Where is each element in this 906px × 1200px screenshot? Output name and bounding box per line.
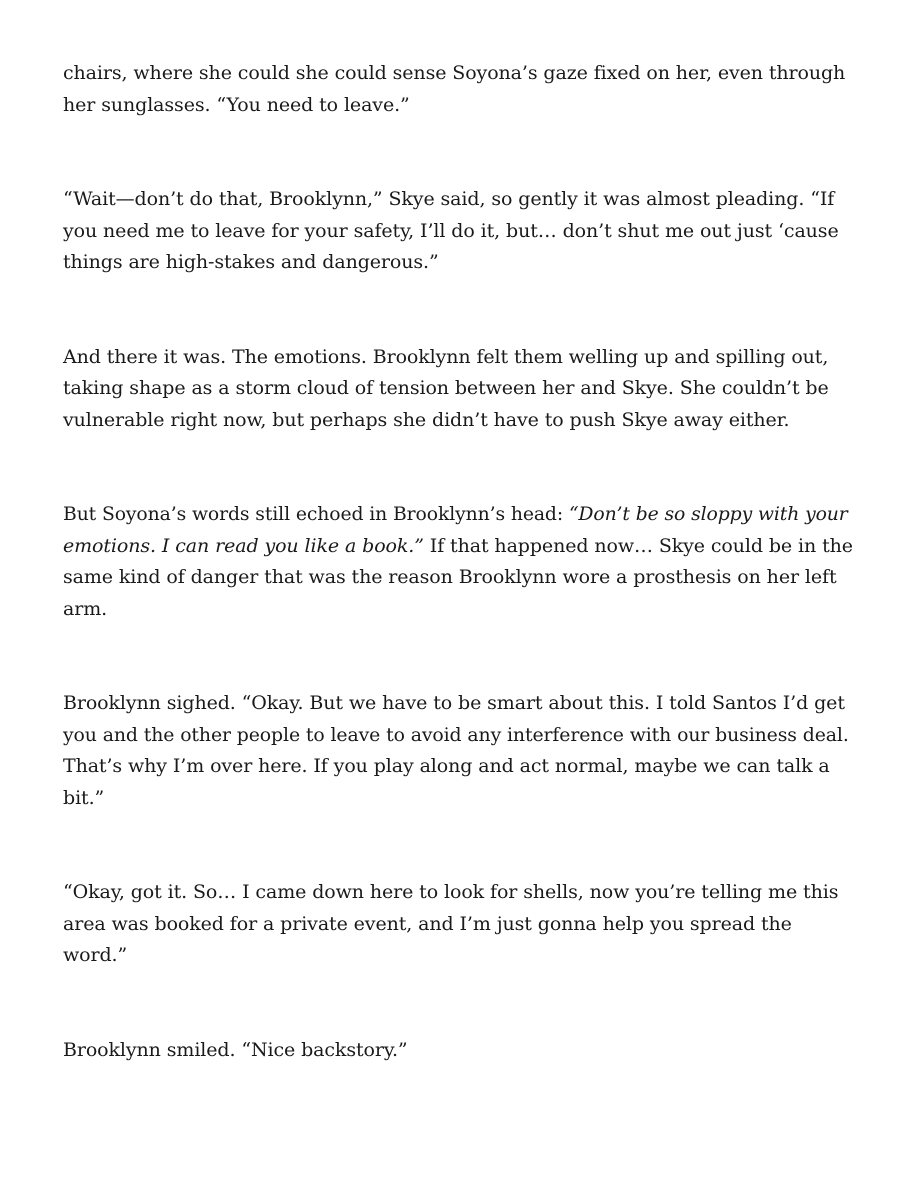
italic-quote: “Don’t be so sloppy with your [568, 504, 848, 525]
text-line [63, 499, 853, 531]
text-line: Brooklynn sighed. “Okay. But we have to be smart about this. I told Santos I’d get [63, 692, 845, 714]
paragraph-2 [63, 184, 853, 279]
text-line: And there it was. The emotions. Brooklynn felt them welling up and spilling out, [63, 345, 829, 368]
paragraph-1 [63, 58, 853, 121]
document-page [63, 58, 853, 1129]
text-line: That’s why I’m over here. If you play along and act normal, maybe we can talk a [63, 755, 830, 777]
text-line: arm. [63, 597, 108, 620]
paragraph-3 [63, 342, 853, 437]
text-line [63, 531, 853, 563]
text-line: you and the other people to leave to avoid any interference with our business deal. [63, 724, 849, 746]
paragraph-6 [63, 877, 853, 972]
text-line: her sunglasses. “You need to leave.” [63, 93, 410, 116]
paragraph-5 [63, 688, 853, 814]
text-segment: If that happened now… Skye could be in the [423, 534, 853, 557]
text-line: bit.” [63, 786, 105, 809]
text-line: word.” [63, 944, 128, 966]
paragraph-4 [63, 499, 853, 625]
text-line: vulnerable right now, but perhaps she didn’t have to push Skye away either. [63, 408, 790, 431]
text-line: things are high-stakes and dangerous.” [63, 251, 439, 273]
paragraph-7 [63, 1035, 853, 1067]
text-line: Brooklynn smiled. “Nice backstory.” [63, 1038, 408, 1061]
text-line: same kind of danger that was the reason Brooklynn wore a prosthesis on her left [63, 566, 837, 588]
text-segment: But Soyona’s words still echoed in Brooklynn’s head: [63, 504, 569, 525]
text-line: “Okay, got it. So… I came down here to look for shells, now you’re telling me this [63, 881, 839, 903]
italic-quote: emotions. I can read you like a book.” [63, 534, 424, 557]
text-line: you need me to leave for your safety, I’ll do it, but… don’t shut me out just ‘cause [63, 219, 839, 242]
text-line: taking shape as a storm cloud of tension between her and Skye. She couldn’t be [63, 377, 829, 399]
text-line: chairs, where she could she could sense Soyona’s gaze fixed on her, even through [63, 62, 846, 84]
text-line: “Wait—don’t do that, Brooklynn,” Skye said, so gently it was almost pleading. “If [63, 188, 835, 210]
text-line: area was booked for a private event, and I’m just gonna help you spread the [63, 912, 792, 935]
